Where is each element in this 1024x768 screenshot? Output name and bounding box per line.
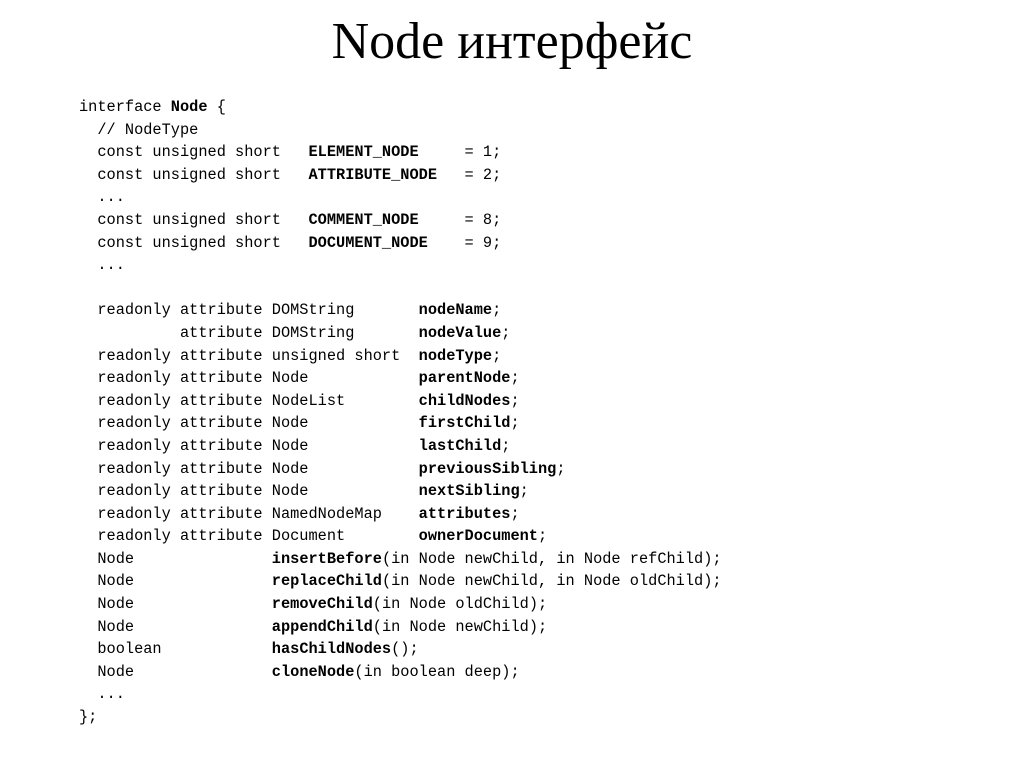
- code-text: {: [207, 98, 226, 116]
- code-text: readonly attribute Node: [79, 459, 419, 478]
- code-text: ;: [510, 414, 520, 433]
- code-line: [79, 209, 722, 232]
- code-text: const unsigned short: [79, 210, 309, 229]
- code-line: [79, 706, 722, 729]
- code-text: readonly attribute Node: [79, 414, 419, 433]
- code-line: [79, 322, 722, 345]
- code-line: [79, 616, 722, 639]
- code-text: // NodeType: [79, 120, 199, 139]
- code-text: ...: [79, 685, 125, 704]
- code-text: const unsigned short: [79, 143, 309, 162]
- code-text: readonly attribute unsigned short: [79, 346, 419, 365]
- code-line: [79, 435, 722, 458]
- code-text: };: [79, 708, 98, 727]
- code-text: readonly attribute NodeList: [79, 391, 419, 410]
- code-identifier: ATTRIBUTE_NODE: [308, 165, 438, 184]
- code-line: [79, 96, 722, 119]
- code-text: ;: [510, 391, 520, 410]
- code-text: attribute DOMString: [79, 323, 419, 342]
- code-text: = 9;: [427, 233, 502, 252]
- code-text: boolean: [79, 640, 272, 659]
- slide-title: Node интерфейс: [331, 13, 693, 70]
- code-line: [79, 412, 722, 435]
- code-identifier: nodeValue: [418, 323, 502, 342]
- code-text: Node: [79, 662, 272, 681]
- code-identifier: childNodes: [418, 391, 511, 410]
- code-text: ;: [492, 346, 502, 365]
- code-line: [79, 525, 722, 548]
- code-line: [79, 548, 722, 571]
- code-line: [79, 277, 722, 300]
- code-identifier: removeChild: [271, 595, 373, 614]
- code-line: [79, 232, 722, 255]
- code-line: [79, 119, 722, 142]
- code-identifier: nodeType: [418, 346, 493, 365]
- code-text: Node: [79, 595, 272, 614]
- code-line: [79, 570, 722, 593]
- code-text: (in Node newChild);: [372, 617, 548, 636]
- code-text: readonly attribute DOMString: [79, 301, 419, 320]
- code-line: [79, 141, 722, 164]
- code-identifier: COMMENT_NODE: [308, 210, 419, 229]
- code-identifier: insertBefore: [271, 549, 382, 568]
- code-line: [79, 367, 722, 390]
- code-text: Node: [79, 572, 272, 591]
- code-text: = 8;: [418, 210, 502, 229]
- code-identifier: DOCUMENT_NODE: [308, 233, 428, 252]
- code-text: Node: [79, 549, 272, 568]
- code-text: (in boolean deep);: [354, 662, 520, 681]
- code-line: [79, 661, 722, 684]
- code-line: [79, 638, 722, 661]
- code-text: ;: [492, 301, 502, 320]
- code-text: readonly attribute NamedNodeMap: [79, 504, 419, 523]
- code-line: [79, 345, 722, 368]
- code-text: interface: [79, 98, 171, 116]
- code-text: ;: [510, 369, 520, 388]
- code-identifier: cloneNode: [271, 662, 355, 681]
- code-line: [79, 164, 722, 187]
- code-text: = 1;: [418, 143, 502, 162]
- code-line: [79, 503, 722, 526]
- code-line: [79, 299, 722, 322]
- code-identifier: firstChild: [418, 414, 511, 433]
- code-text: ;: [501, 436, 511, 455]
- code-line: [79, 458, 722, 481]
- code-text: Node: [79, 617, 272, 636]
- code-identifier: hasChildNodes: [271, 640, 392, 659]
- code-text: readonly attribute Node: [79, 369, 419, 388]
- code-text: ...: [79, 256, 125, 275]
- code-listing: [79, 96, 722, 729]
- code-identifier: parentNode: [418, 369, 511, 388]
- code-text: ...: [79, 188, 125, 207]
- code-text: const unsigned short: [79, 233, 309, 252]
- code-text: ;: [519, 482, 529, 501]
- code-identifier: lastChild: [418, 436, 502, 455]
- code-text: (in Node oldChild);: [372, 595, 548, 614]
- code-text: ;: [556, 459, 566, 478]
- code-text: const unsigned short: [79, 165, 309, 184]
- code-text: readonly attribute Document: [79, 527, 419, 546]
- code-text: = 2;: [437, 165, 502, 184]
- code-text: readonly attribute Node: [79, 482, 419, 501]
- code-identifier: appendChild: [271, 617, 373, 636]
- code-text: readonly attribute Node: [79, 436, 419, 455]
- code-identifier: nodeName: [418, 301, 493, 320]
- code-text: ;: [538, 527, 548, 546]
- code-line: [79, 390, 722, 413]
- code-identifier: attributes: [418, 504, 511, 523]
- code-line: [79, 254, 722, 277]
- code-text: ;: [501, 323, 511, 342]
- code-identifier: previousSibling: [418, 459, 557, 478]
- code-line: [79, 593, 722, 616]
- code-identifier: nextSibling: [418, 482, 520, 501]
- code-line: [79, 480, 722, 503]
- code-text: ();: [391, 640, 419, 659]
- code-identifier: ELEMENT_NODE: [308, 143, 419, 162]
- code-line: [79, 186, 722, 209]
- code-identifier: Node: [170, 98, 208, 116]
- code-line: [79, 683, 722, 706]
- code-text: (in Node newChild, in Node oldChild);: [381, 572, 722, 591]
- code-identifier: ownerDocument: [418, 527, 538, 546]
- code-text: (in Node newChild, in Node refChild);: [381, 549, 722, 568]
- code-identifier: replaceChild: [271, 572, 382, 591]
- code-text: ;: [510, 504, 520, 523]
